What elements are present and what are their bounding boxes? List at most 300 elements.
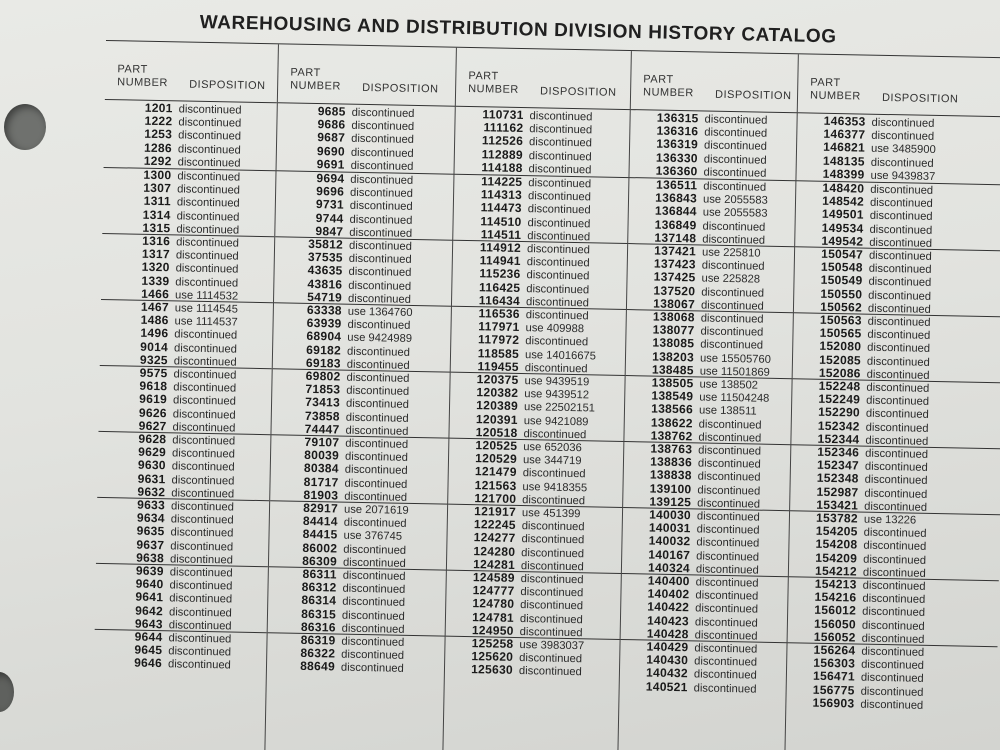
part-number: 154205 bbox=[815, 523, 858, 539]
disposition: use 1364760 bbox=[347, 305, 413, 319]
disposition: discontinued bbox=[178, 116, 242, 130]
part-number: 124281 bbox=[473, 556, 516, 572]
disposition: discontinued bbox=[698, 418, 762, 432]
disposition: discontinued bbox=[864, 460, 928, 475]
disposition: discontinued bbox=[350, 173, 414, 187]
part-number: 150562 bbox=[820, 299, 863, 315]
disposition: discontinued bbox=[346, 384, 410, 399]
part-number: 63939 bbox=[306, 316, 342, 331]
disposition: discontinued bbox=[704, 126, 768, 140]
part-number: 9646 bbox=[134, 656, 163, 671]
part-number: 152086 bbox=[818, 365, 861, 381]
disposition: discontinued bbox=[869, 210, 933, 224]
row-group bbox=[793, 312, 1000, 383]
part-number: 121917 bbox=[474, 504, 517, 519]
disposition: discontinued bbox=[863, 553, 927, 567]
part-number: 73413 bbox=[305, 395, 341, 410]
disposition: discontinued bbox=[703, 139, 768, 154]
disposition: discontinued bbox=[349, 226, 413, 240]
disposition: use 9418355 bbox=[522, 480, 588, 494]
row-group bbox=[266, 632, 445, 702]
part-number: 9629 bbox=[138, 444, 167, 460]
disposition: discontinued bbox=[340, 662, 404, 676]
part-number: 154208 bbox=[815, 537, 858, 552]
part-number: 124280 bbox=[473, 543, 516, 559]
part-number: 1307 bbox=[143, 180, 172, 196]
row-group bbox=[796, 114, 1000, 184]
disposition: discontinued bbox=[871, 116, 935, 130]
disposition: discontinued bbox=[173, 341, 238, 356]
part-number: 156050 bbox=[813, 616, 857, 632]
row-group bbox=[795, 180, 1000, 251]
disposition: use 225828 bbox=[701, 272, 761, 286]
disposition: discontinued bbox=[521, 546, 585, 560]
part-number: 156903 bbox=[812, 695, 855, 711]
part-number: 1201 bbox=[144, 100, 173, 116]
part-number: 140324 bbox=[647, 560, 691, 576]
part-number: 9014 bbox=[140, 339, 169, 354]
disposition: discontinued bbox=[168, 632, 232, 646]
disposition: discontinued bbox=[171, 473, 235, 488]
part-number: 152085 bbox=[819, 352, 862, 368]
disposition: use 2055583 bbox=[702, 193, 768, 207]
row-group bbox=[451, 306, 627, 376]
disposition-header: DISPOSITION bbox=[362, 81, 439, 96]
part-number-header: PART NUMBER bbox=[117, 63, 168, 90]
disposition: discontinued bbox=[173, 368, 237, 382]
column-header bbox=[105, 55, 278, 102]
part-number: 156775 bbox=[812, 682, 855, 698]
part-number: 149501 bbox=[821, 207, 864, 222]
disposition: discontinued bbox=[342, 596, 406, 610]
disposition: discontinued bbox=[700, 325, 764, 339]
part-number: 9627 bbox=[138, 418, 167, 433]
part-number: 9632 bbox=[137, 484, 166, 499]
part-number: 148399 bbox=[822, 166, 865, 182]
disposition: discontinued bbox=[172, 407, 236, 422]
part-number: 136315 bbox=[656, 110, 699, 126]
catalog-column bbox=[264, 44, 457, 750]
disposition: use 376745 bbox=[343, 530, 403, 544]
disposition: discontinued bbox=[344, 490, 408, 504]
part-number: 138763 bbox=[650, 441, 693, 457]
part-number: 1466 bbox=[141, 286, 170, 302]
disposition: discontinued bbox=[865, 408, 929, 422]
part-number: 9696 bbox=[316, 184, 345, 199]
disposition: use 9439512 bbox=[524, 388, 590, 402]
row-group bbox=[444, 636, 620, 706]
disposition: discontinued bbox=[525, 295, 589, 310]
part-number: 156012 bbox=[814, 603, 857, 618]
part-number: 9626 bbox=[138, 405, 167, 420]
part-number: 154212 bbox=[814, 563, 858, 579]
part-number: 140521 bbox=[645, 679, 688, 694]
disposition: discontinued bbox=[347, 292, 412, 306]
disposition: discontinued bbox=[869, 223, 933, 237]
part-number: 63338 bbox=[306, 302, 342, 318]
part-number: 81717 bbox=[303, 474, 339, 490]
disposition: discontinued bbox=[349, 200, 413, 214]
part-number: 124589 bbox=[472, 570, 515, 585]
disposition: use 9439519 bbox=[524, 375, 590, 389]
part-number: 117972 bbox=[477, 332, 520, 348]
part-number: 1253 bbox=[144, 127, 173, 142]
part-number: 152344 bbox=[817, 431, 860, 447]
disposition: discontinued bbox=[349, 213, 413, 227]
disposition: discontinued bbox=[694, 655, 758, 669]
part-number: 86322 bbox=[300, 646, 336, 661]
row-group bbox=[102, 167, 275, 237]
part-number: 146821 bbox=[823, 140, 866, 155]
part-number: 140432 bbox=[645, 665, 689, 681]
disposition: use 1114537 bbox=[174, 315, 238, 329]
part-number: 150565 bbox=[819, 325, 862, 341]
row-group bbox=[629, 111, 797, 180]
disposition: discontinued bbox=[526, 269, 590, 283]
part-number: 121479 bbox=[474, 464, 517, 480]
part-number: 9639 bbox=[135, 563, 164, 579]
part-number: 79107 bbox=[304, 434, 340, 450]
disposition: discontinued bbox=[168, 619, 232, 633]
part-number: 140031 bbox=[648, 520, 691, 536]
row-group bbox=[791, 378, 1000, 449]
row-group bbox=[786, 642, 997, 713]
disposition: discontinued bbox=[520, 586, 584, 600]
part-number: 124777 bbox=[472, 583, 515, 599]
disposition: use 11504248 bbox=[699, 391, 770, 405]
catalog-column bbox=[784, 54, 1000, 750]
part-number: 9643 bbox=[134, 616, 163, 631]
part-number: 80384 bbox=[303, 461, 339, 476]
part-number: 9744 bbox=[315, 210, 344, 226]
disposition: discontinued bbox=[344, 477, 408, 491]
disposition: discontinued bbox=[863, 526, 927, 541]
part-number: 43635 bbox=[307, 263, 343, 278]
part-number: 9618 bbox=[139, 378, 168, 394]
disposition: discontinued bbox=[868, 249, 932, 263]
part-number: 122245 bbox=[473, 517, 516, 533]
disposition: discontinued bbox=[174, 328, 238, 342]
row-group bbox=[789, 510, 1000, 581]
part-number: 152248 bbox=[818, 378, 861, 394]
disposition: use 1114532 bbox=[174, 289, 239, 303]
page-title: WAREHOUSING AND DISTRIBUTION DIVISION HISTORY CATALOG bbox=[199, 12, 837, 48]
part-number: 114188 bbox=[481, 159, 523, 175]
disposition: discontinued bbox=[868, 276, 932, 290]
part-number: 152987 bbox=[816, 484, 859, 500]
part-number: 118585 bbox=[477, 345, 520, 361]
disposition: discontinued bbox=[172, 394, 237, 408]
part-number: 152348 bbox=[816, 471, 859, 486]
part-number: 138549 bbox=[651, 388, 694, 404]
part-number: 152342 bbox=[817, 418, 860, 434]
disposition: discontinued bbox=[860, 685, 924, 699]
disposition: discontinued bbox=[863, 540, 927, 554]
part-number: 114473 bbox=[480, 200, 522, 216]
disposition: discontinued bbox=[527, 203, 591, 217]
disposition: discontinued bbox=[700, 338, 764, 353]
row-group bbox=[273, 302, 452, 372]
disposition: discontinued bbox=[178, 103, 242, 117]
part-number: 139125 bbox=[649, 494, 692, 510]
part-number: 153782 bbox=[815, 510, 859, 526]
disposition: discontinued bbox=[702, 220, 766, 234]
row-group bbox=[790, 444, 1000, 515]
row-group bbox=[448, 438, 624, 508]
disposition: discontinued bbox=[703, 180, 767, 194]
part-number: 9630 bbox=[137, 458, 166, 473]
part-number: 150563 bbox=[819, 312, 862, 328]
disposition: use 3485900 bbox=[870, 143, 936, 157]
row-group bbox=[101, 233, 274, 303]
part-number: 138505 bbox=[651, 375, 694, 391]
disposition: discontinued bbox=[526, 256, 590, 270]
part-number: 120375 bbox=[476, 372, 519, 387]
row-group bbox=[788, 576, 999, 647]
row-group bbox=[454, 108, 630, 177]
disposition: discontinued bbox=[344, 450, 408, 465]
part-number: 120525 bbox=[475, 438, 518, 453]
disposition: discontinued bbox=[703, 153, 767, 167]
disposition: discontinued bbox=[175, 275, 239, 290]
catalog-row bbox=[267, 660, 445, 677]
part-number-header: PART NUMBER bbox=[809, 76, 861, 103]
disposition: discontinued bbox=[528, 136, 593, 150]
part-number: 1314 bbox=[142, 207, 171, 222]
part-number: 136843 bbox=[655, 190, 698, 206]
disposition: use 2055583 bbox=[702, 206, 768, 221]
part-number: 150549 bbox=[820, 273, 863, 288]
disposition: discontinued bbox=[525, 335, 589, 349]
part-number: 120382 bbox=[476, 385, 519, 401]
part-number: 120518 bbox=[475, 424, 518, 440]
row-group bbox=[100, 299, 273, 369]
part-number: 156471 bbox=[812, 669, 856, 684]
part-number: 9631 bbox=[137, 471, 166, 486]
row-group bbox=[270, 434, 449, 504]
disposition: discontinued bbox=[526, 243, 590, 257]
column-header bbox=[456, 62, 632, 109]
disposition: discontinued bbox=[864, 487, 928, 501]
part-number: 9644 bbox=[134, 629, 163, 645]
disposition: discontinued bbox=[173, 381, 237, 395]
disposition: discontinued bbox=[527, 216, 591, 230]
part-number: 9642 bbox=[135, 603, 164, 618]
disposition: discontinued bbox=[702, 233, 766, 247]
part-number: 111162 bbox=[483, 120, 524, 136]
disposition: discontinued bbox=[867, 342, 931, 356]
row-group bbox=[626, 309, 794, 379]
part-number: 86314 bbox=[301, 593, 337, 608]
part-number: 152347 bbox=[816, 457, 860, 473]
row-group bbox=[96, 497, 269, 567]
disposition: discontinued bbox=[526, 282, 590, 296]
part-number: 138836 bbox=[650, 454, 693, 470]
row-group bbox=[619, 639, 787, 709]
disposition: use 9424989 bbox=[347, 332, 413, 346]
disposition: discontinued bbox=[524, 361, 588, 376]
catalog-table bbox=[92, 40, 1000, 750]
part-number: 152290 bbox=[818, 405, 861, 420]
part-number: 138068 bbox=[652, 309, 695, 325]
column-header bbox=[798, 68, 1000, 116]
disposition: discontinued bbox=[529, 110, 593, 124]
part-number: 138622 bbox=[650, 415, 693, 430]
disposition: discontinued bbox=[521, 520, 585, 534]
disposition-header: DISPOSITION bbox=[539, 85, 617, 99]
disposition: discontinued bbox=[344, 464, 408, 478]
disposition: discontinued bbox=[520, 599, 584, 613]
disposition: discontinued bbox=[696, 549, 760, 564]
disposition: use 409988 bbox=[525, 322, 585, 336]
disposition: discontinued bbox=[697, 457, 761, 471]
disposition: discontinued bbox=[695, 589, 759, 603]
disposition: use 14016675 bbox=[524, 348, 597, 363]
part-number: 54719 bbox=[307, 289, 343, 305]
catalog-column bbox=[92, 41, 278, 750]
row-group bbox=[452, 240, 628, 310]
part-number-header: PART NUMBER bbox=[642, 73, 694, 100]
disposition: discontinued bbox=[866, 355, 930, 369]
part-number: 136316 bbox=[656, 123, 699, 139]
catalog-row bbox=[620, 680, 787, 696]
row-group bbox=[104, 101, 277, 170]
disposition: discontinued bbox=[343, 516, 407, 531]
disposition: discontinued bbox=[172, 434, 236, 448]
part-number: 124780 bbox=[472, 596, 515, 612]
part-number: 86002 bbox=[302, 540, 338, 556]
part-number: 148420 bbox=[822, 180, 865, 196]
disposition: discontinued bbox=[171, 447, 236, 461]
disposition: use 652036 bbox=[523, 441, 582, 455]
disposition: discontinued bbox=[351, 106, 415, 120]
part-number: 148135 bbox=[822, 153, 865, 169]
disposition: discontinued bbox=[175, 249, 239, 263]
disposition: discontinued bbox=[866, 394, 930, 409]
part-number: 86316 bbox=[300, 619, 336, 635]
row-group bbox=[269, 500, 448, 570]
disposition: discontinued bbox=[696, 536, 760, 551]
catalog-row bbox=[94, 656, 266, 672]
part-number: 140422 bbox=[647, 599, 690, 615]
part-number: 9635 bbox=[136, 524, 165, 539]
part-number: 148542 bbox=[822, 193, 865, 209]
part-number: 140428 bbox=[646, 626, 689, 642]
part-number: 1222 bbox=[144, 113, 173, 129]
part-number: 9691 bbox=[316, 156, 345, 172]
disposition: discontinued bbox=[172, 421, 236, 435]
disposition: discontinued bbox=[862, 592, 926, 607]
disposition: discontinued bbox=[170, 513, 234, 527]
row-group bbox=[449, 372, 625, 442]
disposition: discontinued bbox=[176, 236, 240, 250]
part-number: 114510 bbox=[480, 213, 522, 229]
part-number: 124781 bbox=[472, 609, 515, 625]
part-number: 138085 bbox=[652, 335, 695, 351]
disposition: discontinued bbox=[694, 615, 758, 630]
row-group bbox=[794, 246, 1000, 317]
disposition: use 1114545 bbox=[174, 302, 239, 316]
part-number: 138077 bbox=[652, 322, 695, 338]
disposition: discontinued bbox=[527, 229, 591, 244]
part-number: 9638 bbox=[136, 550, 165, 565]
catalog-row bbox=[445, 663, 620, 680]
disposition: discontinued bbox=[173, 355, 237, 369]
part-number: 154209 bbox=[815, 550, 858, 566]
disposition: discontinued bbox=[342, 582, 406, 597]
disposition: discontinued bbox=[868, 262, 932, 277]
disposition: use 22502151 bbox=[523, 401, 596, 415]
disposition: discontinued bbox=[341, 609, 405, 623]
row-group bbox=[93, 629, 266, 699]
part-number-header: PART NUMBER bbox=[290, 66, 341, 93]
disposition: discontinued bbox=[695, 602, 759, 616]
disposition: discontinued bbox=[177, 156, 241, 170]
disposition: discontinued bbox=[168, 645, 232, 659]
disposition: discontinued bbox=[867, 328, 931, 343]
part-number: 116434 bbox=[478, 292, 521, 308]
disposition: discontinued bbox=[861, 619, 925, 633]
part-number: 9686 bbox=[317, 117, 346, 132]
part-number: 156052 bbox=[813, 629, 856, 645]
part-number: 137423 bbox=[653, 256, 696, 272]
part-number: 121700 bbox=[474, 490, 517, 506]
part-number: 146377 bbox=[823, 126, 866, 142]
part-number: 110731 bbox=[482, 107, 524, 123]
part-number: 9634 bbox=[136, 510, 165, 526]
disposition: use 344719 bbox=[522, 454, 582, 468]
part-number: 152346 bbox=[817, 444, 860, 460]
part-number: 69182 bbox=[306, 342, 342, 358]
part-number: 149542 bbox=[821, 233, 864, 249]
part-number: 137425 bbox=[653, 269, 696, 285]
part-number: 84415 bbox=[302, 527, 338, 542]
part-number: 9645 bbox=[134, 642, 163, 658]
disposition: discontinued bbox=[864, 474, 928, 488]
disposition: discontinued bbox=[345, 424, 409, 438]
disposition: discontinued bbox=[521, 533, 585, 547]
disposition: discontinued bbox=[697, 497, 761, 511]
row-group bbox=[95, 563, 268, 633]
part-number: 138067 bbox=[653, 296, 696, 312]
part-number: 120391 bbox=[475, 411, 518, 427]
row-group bbox=[275, 170, 454, 240]
disposition: discontinued bbox=[694, 629, 758, 643]
part-number: 138566 bbox=[651, 401, 694, 417]
part-number: 9640 bbox=[135, 576, 164, 592]
disposition: discontinued bbox=[866, 381, 930, 395]
part-number-header: PART NUMBER bbox=[468, 69, 519, 96]
row-group bbox=[268, 566, 447, 636]
disposition: discontinued bbox=[519, 652, 583, 666]
part-number: 86319 bbox=[300, 632, 336, 648]
disposition: discontinued bbox=[351, 119, 415, 134]
disposition: discontinued bbox=[861, 632, 925, 646]
part-number: 138762 bbox=[650, 428, 693, 444]
part-number: 156264 bbox=[813, 642, 856, 658]
row-group bbox=[453, 174, 629, 244]
disposition: discontinued bbox=[341, 622, 405, 636]
part-number: 136330 bbox=[655, 150, 698, 165]
disposition: discontinued bbox=[348, 266, 412, 280]
part-number: 114912 bbox=[479, 240, 522, 256]
disposition: discontinued bbox=[522, 467, 586, 481]
disposition: use 2071619 bbox=[343, 503, 409, 517]
disposition: discontinued bbox=[698, 444, 762, 458]
part-number: 9619 bbox=[139, 392, 168, 407]
part-number: 1286 bbox=[143, 140, 173, 155]
part-number: 136360 bbox=[655, 163, 698, 179]
